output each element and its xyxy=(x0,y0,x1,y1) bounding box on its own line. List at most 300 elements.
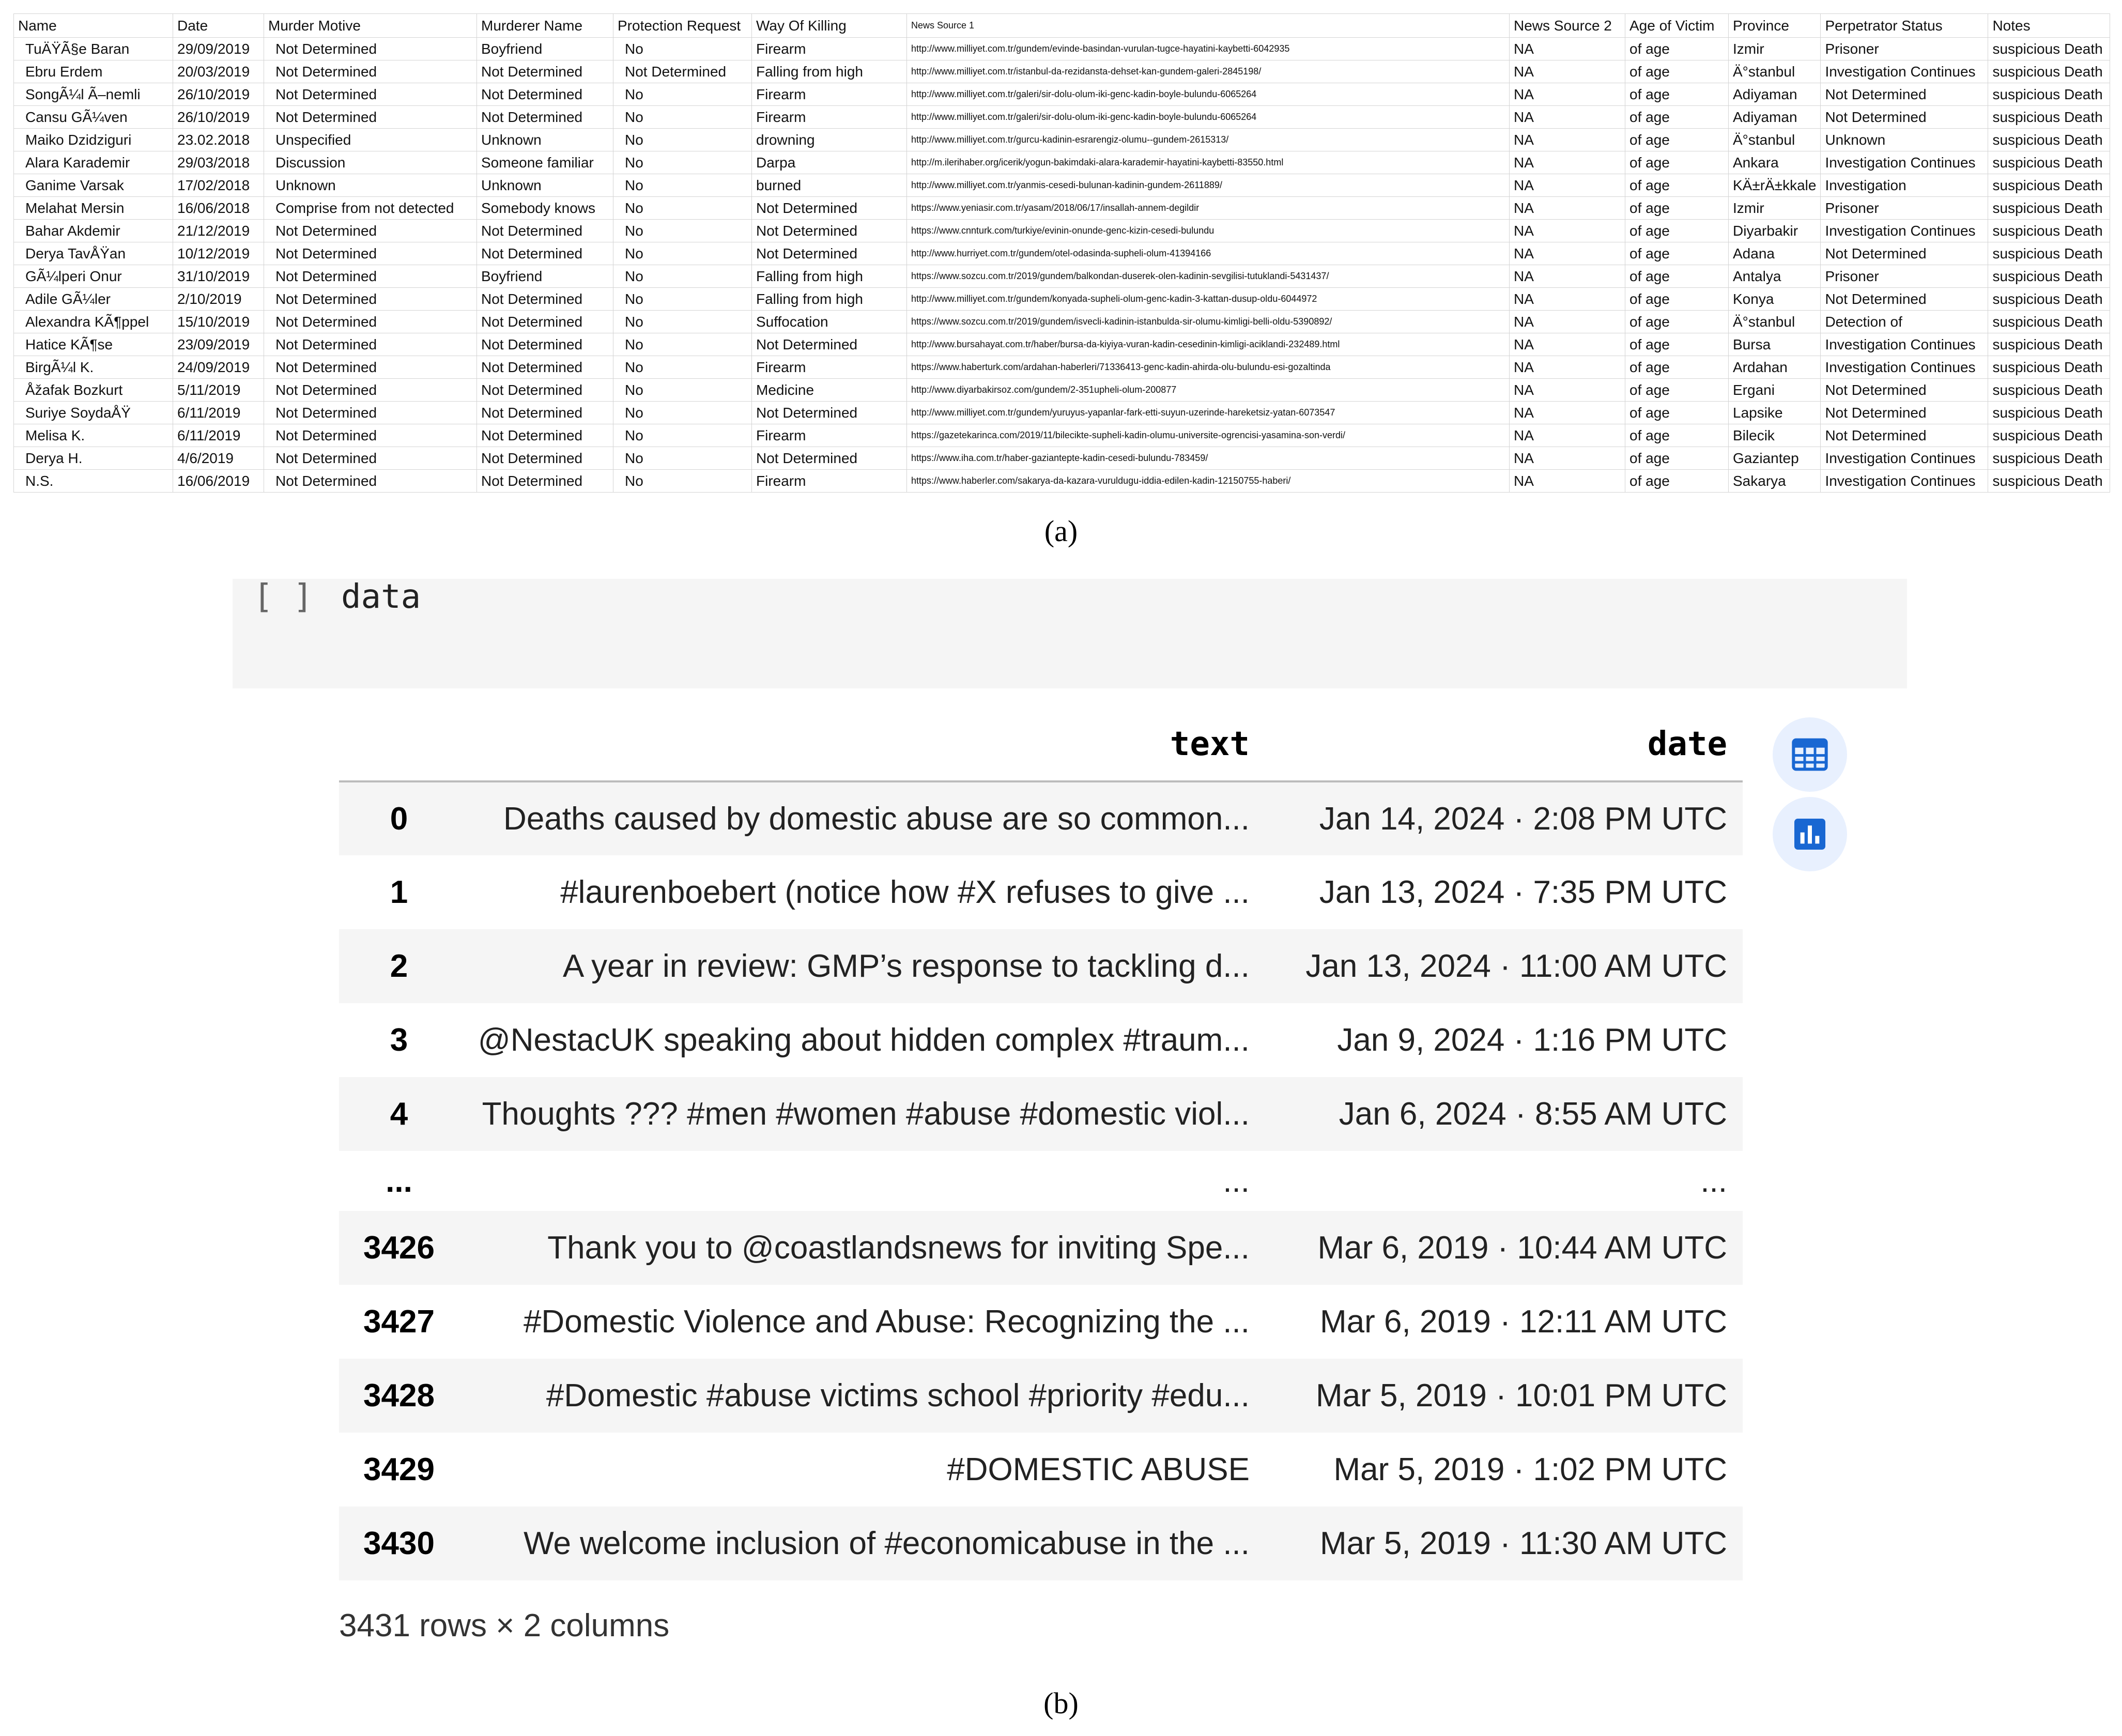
spreadsheet-cell[interactable]: Gaziantep xyxy=(1729,447,1821,470)
spreadsheet-cell[interactable]: Falling from high xyxy=(752,265,907,288)
spreadsheet-cell[interactable]: Not Determined xyxy=(477,220,613,242)
tweet-date-cell: Jan 13, 2024 · 11:00 AM UTC xyxy=(1305,948,1727,984)
murder-records-spreadsheet xyxy=(13,13,2110,493)
spreadsheet-cell[interactable]: suspicious Death xyxy=(1988,220,2110,242)
spreadsheet-cell[interactable]: Not Determined xyxy=(264,242,477,265)
spreadsheet-cell[interactable]: Unknown xyxy=(264,174,477,197)
spreadsheet-cell[interactable]: NA xyxy=(1510,265,1625,288)
spreadsheet-cell[interactable]: Not Determined xyxy=(1821,242,1988,265)
spreadsheet-cell[interactable]: Not Determined xyxy=(1821,402,1988,424)
spreadsheet-cell[interactable]: of age xyxy=(1625,447,1729,470)
spreadsheet-cell[interactable]: Ebru Erdem xyxy=(14,60,173,83)
spreadsheet-cell[interactable]: Boyfriend xyxy=(477,265,613,288)
spreadsheet-cell[interactable]: Unspecified xyxy=(264,129,477,151)
spreadsheet-cell[interactable]: No xyxy=(613,83,752,106)
spreadsheet-row xyxy=(14,288,2110,311)
spreadsheet-cell[interactable]: https://gazetekarinca.com/2019/11/bilecikte-supheli-kadin-olumu-universite-ogrencisi-yasamina-son-verdi/ xyxy=(907,424,1510,447)
spreadsheet-cell[interactable]: 20/03/2019 xyxy=(173,60,264,83)
spreadsheet-cell[interactable]: Detection of xyxy=(1821,311,1988,333)
spreadsheet-cell[interactable]: Not Determined xyxy=(752,242,907,265)
spreadsheet-row xyxy=(14,242,2110,265)
row-index: ... xyxy=(386,1163,412,1199)
notebook-code-cell[interactable] xyxy=(233,579,1907,688)
spreadsheet-cell[interactable]: No xyxy=(613,447,752,470)
spreadsheet-cell[interactable]: Comprise from not detected xyxy=(264,197,477,220)
spreadsheet-cell[interactable]: http://www.hurriyet.com.tr/gundem/otel-odasinda-supheli-olum-41394166 xyxy=(907,242,1510,265)
spreadsheet-cell[interactable]: Not Determined xyxy=(752,447,907,470)
spreadsheet-cell[interactable]: suspicious Death xyxy=(1988,151,2110,174)
spreadsheet-cell[interactable]: No xyxy=(613,356,752,379)
spreadsheet-cell[interactable]: of age xyxy=(1625,402,1729,424)
spreadsheet-cell[interactable]: Not Determined xyxy=(477,83,613,106)
spreadsheet-cell[interactable]: Cansu GÃ¼ven xyxy=(14,106,173,129)
dataframe-row xyxy=(339,929,1743,1003)
tweet-date-cell: Mar 6, 2019 · 12:11 AM UTC xyxy=(1320,1304,1727,1340)
spreadsheet-cell[interactable]: Adana xyxy=(1729,242,1821,265)
spreadsheet-cell[interactable]: NA xyxy=(1510,106,1625,129)
spreadsheet-cell[interactable]: Not Determined xyxy=(264,106,477,129)
spreadsheet-cell[interactable]: Not Determined xyxy=(264,83,477,106)
spreadsheet-cell[interactable]: 23/09/2019 xyxy=(173,333,264,356)
spreadsheet-cell[interactable]: NA xyxy=(1510,197,1625,220)
spreadsheet-cell[interactable]: Not Determined xyxy=(477,379,613,402)
spreadsheet-cell[interactable]: Not Determined xyxy=(264,424,477,447)
spreadsheet-cell[interactable]: Suriye SoydaÅŸ xyxy=(14,402,173,424)
spreadsheet-cell[interactable]: Suffocation xyxy=(752,311,907,333)
spreadsheet-cell[interactable]: 6/11/2019 xyxy=(173,424,264,447)
bar-chart-icon xyxy=(1789,813,1831,855)
spreadsheet-cell[interactable]: Ardahan xyxy=(1729,356,1821,379)
spreadsheet-column-header[interactable]: Way Of Killing xyxy=(752,14,907,38)
spreadsheet-cell[interactable]: suspicious Death xyxy=(1988,470,2110,493)
spreadsheet-cell[interactable]: Hatice KÃ¶se xyxy=(14,333,173,356)
dataframe-body xyxy=(339,781,1743,1580)
spreadsheet-cell[interactable]: No xyxy=(613,265,752,288)
spreadsheet-cell[interactable]: Adile GÃ¼ler xyxy=(14,288,173,311)
spreadsheet-cell[interactable]: NA xyxy=(1510,311,1625,333)
spreadsheet-cell[interactable]: Not Determined xyxy=(477,311,613,333)
spreadsheet-cell[interactable]: Not Determined xyxy=(264,38,477,60)
spreadsheet-cell[interactable]: NA xyxy=(1510,288,1625,311)
spreadsheet-cell[interactable]: of age xyxy=(1625,242,1729,265)
spreadsheet-cell[interactable]: BirgÃ¼l K. xyxy=(14,356,173,379)
spreadsheet-cell[interactable]: KÄ±rÄ±kkale xyxy=(1729,174,1821,197)
spreadsheet-cell[interactable]: NA xyxy=(1510,424,1625,447)
spreadsheet-cell[interactable]: suspicious Death xyxy=(1988,174,2110,197)
spreadsheet-cell[interactable]: of age xyxy=(1625,265,1729,288)
spreadsheet-cell[interactable]: NA xyxy=(1510,379,1625,402)
spreadsheet-column-header[interactable]: Murderer Name xyxy=(477,14,613,38)
spreadsheet-cell[interactable]: suspicious Death xyxy=(1988,402,2110,424)
spreadsheet-cell[interactable]: Medicine xyxy=(752,379,907,402)
spreadsheet-cell[interactable]: 5/11/2019 xyxy=(173,379,264,402)
spreadsheet-cell[interactable]: of age xyxy=(1625,83,1729,106)
spreadsheet-cell[interactable]: 15/10/2019 xyxy=(173,311,264,333)
dataframe-row xyxy=(339,1077,1743,1151)
spreadsheet-cell[interactable]: Konya xyxy=(1729,288,1821,311)
spreadsheet-cell[interactable]: Investigation xyxy=(1821,174,1988,197)
row-index: 1 xyxy=(390,874,408,910)
spreadsheet-cell[interactable]: Melahat Mersin xyxy=(14,197,173,220)
spreadsheet-column-header[interactable]: Murder Motive xyxy=(264,14,477,38)
spreadsheet-cell[interactable]: https://www.haberler.com/sakarya-da-kazara-vuruldugu-iddia-edilen-kadin-12150755-haberi/ xyxy=(907,470,1510,493)
spreadsheet-cell[interactable]: 10/12/2019 xyxy=(173,242,264,265)
spreadsheet-row xyxy=(14,470,2110,493)
spreadsheet-cell[interactable]: of age xyxy=(1625,197,1729,220)
spreadsheet-cell[interactable]: Not Determined xyxy=(1821,288,1988,311)
spreadsheet-cell[interactable]: suspicious Death xyxy=(1988,38,2110,60)
spreadsheet-cell[interactable]: Izmir xyxy=(1729,38,1821,60)
spreadsheet-cell[interactable]: Not Determined xyxy=(752,402,907,424)
spreadsheet-cell[interactable]: Boyfriend xyxy=(477,38,613,60)
spreadsheet-row xyxy=(14,129,2110,151)
spreadsheet-cell[interactable]: Ankara xyxy=(1729,151,1821,174)
spreadsheet-row xyxy=(14,151,2110,174)
spreadsheet-cell[interactable]: Adiyaman xyxy=(1729,106,1821,129)
spreadsheet-cell[interactable]: No xyxy=(613,402,752,424)
row-index: 3429 xyxy=(363,1452,435,1487)
panel-a-caption: (a) xyxy=(1044,514,1078,548)
spreadsheet-cell[interactable]: https://www.sozcu.com.tr/2019/gundem/isvecli-kadinin-istanbulda-sir-olumu-kimligi-belli-oldu-5390892/ xyxy=(907,311,1510,333)
spreadsheet-cell[interactable]: http://www.milliyet.com.tr/gurcu-kadinin-esrarengiz-olumu--gundem-2615313/ xyxy=(907,129,1510,151)
spreadsheet-cell[interactable]: of age xyxy=(1625,220,1729,242)
spreadsheet-cell[interactable]: Derya H. xyxy=(14,447,173,470)
spreadsheet-cell[interactable]: Not Determined xyxy=(477,288,613,311)
spreadsheet-column-header[interactable]: Date xyxy=(173,14,264,38)
spreadsheet-cell[interactable]: Not Determined xyxy=(477,402,613,424)
spreadsheet-cell[interactable]: Not Determined xyxy=(477,242,613,265)
spreadsheet-cell[interactable]: TuÄŸÃ§e Baran xyxy=(14,38,173,60)
spreadsheet-cell[interactable]: Not Determined xyxy=(264,447,477,470)
spreadsheet-cell[interactable]: Ä°stanbul xyxy=(1729,129,1821,151)
spreadsheet-cell[interactable]: of age xyxy=(1625,470,1729,493)
spreadsheet-cell[interactable]: Falling from high xyxy=(752,288,907,311)
spreadsheet-cell[interactable]: 31/10/2019 xyxy=(173,265,264,288)
suggest-charts-button[interactable] xyxy=(1773,797,1847,871)
spreadsheet-cell[interactable]: Not Determined xyxy=(477,333,613,356)
convert-to-interactive-table-button[interactable] xyxy=(1773,717,1847,792)
spreadsheet-cell[interactable]: Investigation Continues xyxy=(1821,470,1988,493)
run-cell-indicator[interactable]: [ ] xyxy=(253,578,313,616)
spreadsheet-cell[interactable]: No xyxy=(613,311,752,333)
tweet-text-cell: #laurenboebert (notice how #X refuses to give ... xyxy=(560,874,1250,910)
spreadsheet-cell[interactable]: Not Determined xyxy=(477,106,613,129)
spreadsheet-cell[interactable]: suspicious Death xyxy=(1988,242,2110,265)
spreadsheet-cell[interactable]: No xyxy=(613,174,752,197)
spreadsheet-cell[interactable]: of age xyxy=(1625,106,1729,129)
spreadsheet-row xyxy=(14,60,2110,83)
spreadsheet-cell[interactable]: 29/03/2018 xyxy=(173,151,264,174)
spreadsheet-cell[interactable]: Not Determined xyxy=(264,379,477,402)
spreadsheet-column-header[interactable]: Province xyxy=(1729,14,1821,38)
spreadsheet-cell[interactable]: of age xyxy=(1625,38,1729,60)
spreadsheet-cell[interactable]: Investigation Continues xyxy=(1821,220,1988,242)
spreadsheet-cell[interactable]: http://www.milliyet.com.tr/galeri/sir-dolu-olum-iki-genc-kadin-boyle-bulundu-6065264 xyxy=(907,106,1510,129)
spreadsheet-cell[interactable]: Investigation Continues xyxy=(1821,333,1988,356)
spreadsheet-cell[interactable]: No xyxy=(613,197,752,220)
spreadsheet-cell[interactable]: Ä°stanbul xyxy=(1729,311,1821,333)
spreadsheet-cell[interactable]: suspicious Death xyxy=(1988,265,2110,288)
spreadsheet-cell[interactable]: Investigation Continues xyxy=(1821,447,1988,470)
spreadsheet-cell[interactable]: 29/09/2019 xyxy=(173,38,264,60)
spreadsheet-cell[interactable]: of age xyxy=(1625,288,1729,311)
spreadsheet-cell[interactable]: Åžafak Bozkurt xyxy=(14,379,173,402)
spreadsheet-cell[interactable]: of age xyxy=(1625,333,1729,356)
spreadsheet-cell[interactable]: NA xyxy=(1510,151,1625,174)
spreadsheet-cell[interactable]: Not Determined xyxy=(1821,379,1988,402)
dataframe-row xyxy=(339,1285,1743,1359)
spreadsheet-row xyxy=(14,38,2110,60)
spreadsheet-cell[interactable]: Alara Karademir xyxy=(14,151,173,174)
spreadsheet-cell[interactable]: Bahar Akdemir xyxy=(14,220,173,242)
spreadsheet-cell[interactable]: SongÃ¼l Ã–nemli xyxy=(14,83,173,106)
spreadsheet-column-header[interactable]: Perpetrator Status xyxy=(1821,14,1988,38)
spreadsheet-cell[interactable]: http://www.bursahayat.com.tr/haber/bursa-da-kiyiya-vuran-kadin-cesedinin-kimligi-aciklandi-232489.html xyxy=(907,333,1510,356)
spreadsheet-cell[interactable]: of age xyxy=(1625,424,1729,447)
spreadsheet-cell[interactable]: Antalya xyxy=(1729,265,1821,288)
spreadsheet-cell[interactable]: Bilecik xyxy=(1729,424,1821,447)
spreadsheet-cell[interactable]: Not Determined xyxy=(613,60,752,83)
spreadsheet-cell[interactable]: NA xyxy=(1510,333,1625,356)
dataframe-header-row xyxy=(339,708,1743,781)
spreadsheet-cell[interactable]: 23.02.2018 xyxy=(173,129,264,151)
spreadsheet-cell[interactable]: Firearm xyxy=(752,356,907,379)
spreadsheet-cell[interactable]: Firearm xyxy=(752,424,907,447)
spreadsheet-cell[interactable]: NA xyxy=(1510,470,1625,493)
tweet-text-cell: A year in review: GMP’s response to tackling d... xyxy=(562,948,1250,984)
spreadsheet-cell[interactable]: 16/06/2018 xyxy=(173,197,264,220)
spreadsheet-column-header[interactable]: Name xyxy=(14,14,173,38)
tweet-date-cell: Mar 5, 2019 · 1:02 PM UTC xyxy=(1333,1452,1727,1487)
spreadsheet-cell[interactable]: Not Determined xyxy=(264,470,477,493)
spreadsheet-cell[interactable]: No xyxy=(613,379,752,402)
row-index: 3427 xyxy=(363,1304,435,1340)
spreadsheet-cell[interactable]: Not Determined xyxy=(264,60,477,83)
row-index: 3 xyxy=(390,1022,408,1058)
spreadsheet-cell[interactable]: suspicious Death xyxy=(1988,288,2110,311)
spreadsheet-cell[interactable]: Firearm xyxy=(752,470,907,493)
spreadsheet-cell[interactable]: https://www.cnnturk.com/turkiye/evinin-onunde-genc-kizin-cesedi-bulundu xyxy=(907,220,1510,242)
spreadsheet-cell[interactable]: No xyxy=(613,129,752,151)
spreadsheet-column-header[interactable]: News Source 1 xyxy=(907,14,1510,38)
spreadsheet-cell[interactable]: Not Determined xyxy=(1821,424,1988,447)
spreadsheet-cell[interactable]: Investigation Continues xyxy=(1821,151,1988,174)
spreadsheet-cell[interactable]: of age xyxy=(1625,151,1729,174)
spreadsheet-column-header[interactable]: News Source 2 xyxy=(1510,14,1625,38)
row-index: 2 xyxy=(390,948,408,984)
spreadsheet-cell[interactable]: Unknown xyxy=(477,174,613,197)
spreadsheet-cell[interactable]: Not Determined xyxy=(264,220,477,242)
spreadsheet-cell[interactable]: Ä°stanbul xyxy=(1729,60,1821,83)
spreadsheet-cell[interactable]: Diyarbakir xyxy=(1729,220,1821,242)
spreadsheet-row xyxy=(14,83,2110,106)
spreadsheet-cell[interactable]: suspicious Death xyxy=(1988,447,2110,470)
spreadsheet-cell[interactable]: Not Determined xyxy=(477,356,613,379)
spreadsheet-cell[interactable]: Not Determined xyxy=(477,424,613,447)
spreadsheet-cell[interactable]: drowning xyxy=(752,129,907,151)
spreadsheet-cell[interactable]: N.S. xyxy=(14,470,173,493)
spreadsheet-cell[interactable]: http://www.milliyet.com.tr/gundem/konyada-supheli-olum-genc-kadin-3-kattan-dusup-oldu-6044972 xyxy=(907,288,1510,311)
spreadsheet-cell[interactable]: Not Determined xyxy=(264,356,477,379)
spreadsheet-cell[interactable]: Someone familiar xyxy=(477,151,613,174)
spreadsheet-cell[interactable]: NA xyxy=(1510,402,1625,424)
tweet-date-cell: Jan 13, 2024 · 7:35 PM UTC xyxy=(1319,874,1727,910)
spreadsheet-cell[interactable]: Unknown xyxy=(477,129,613,151)
spreadsheet-cell[interactable]: Discussion xyxy=(264,151,477,174)
spreadsheet-cell[interactable]: No xyxy=(613,424,752,447)
spreadsheet-cell[interactable]: No xyxy=(613,333,752,356)
spreadsheet-cell[interactable]: https://www.sozcu.com.tr/2019/gundem/balkondan-duserek-olen-kadinin-sevgilisi-tutuklandi-5431437/ xyxy=(907,265,1510,288)
spreadsheet-cell[interactable]: Darpa xyxy=(752,151,907,174)
spreadsheet-cell[interactable]: Bursa xyxy=(1729,333,1821,356)
spreadsheet-cell[interactable]: Falling from high xyxy=(752,60,907,83)
spreadsheet-cell[interactable]: Melisa K. xyxy=(14,424,173,447)
spreadsheet-cell[interactable]: Prisoner xyxy=(1821,38,1988,60)
spreadsheet-cell[interactable]: No xyxy=(613,288,752,311)
spreadsheet-cell[interactable]: Sakarya xyxy=(1729,470,1821,493)
spreadsheet-cell[interactable]: 26/10/2019 xyxy=(173,83,264,106)
spreadsheet-cell[interactable]: Izmir xyxy=(1729,197,1821,220)
table-icon xyxy=(1789,734,1831,775)
spreadsheet-cell[interactable]: No xyxy=(613,220,752,242)
spreadsheet-cell[interactable]: Adiyaman xyxy=(1729,83,1821,106)
spreadsheet-cell[interactable]: Derya TavÅŸan xyxy=(14,242,173,265)
spreadsheet-cell[interactable]: Not Determined xyxy=(752,197,907,220)
spreadsheet-cell[interactable]: Firearm xyxy=(752,38,907,60)
spreadsheet-cell[interactable]: Prisoner xyxy=(1821,265,1988,288)
spreadsheet-cell[interactable]: suspicious Death xyxy=(1988,424,2110,447)
spreadsheet-cell[interactable]: Not Determined xyxy=(477,447,613,470)
spreadsheet-cell[interactable]: Ergani xyxy=(1729,379,1821,402)
spreadsheet-cell[interactable]: NA xyxy=(1510,356,1625,379)
spreadsheet-cell[interactable]: burned xyxy=(752,174,907,197)
dataframe-row xyxy=(339,1507,1743,1580)
row-index: 3428 xyxy=(363,1378,435,1414)
spreadsheet-cell[interactable]: No xyxy=(613,470,752,493)
spreadsheet-cell[interactable]: http://www.milliyet.com.tr/yanmis-cesedi-bulunan-kadinin-gundem-2611889/ xyxy=(907,174,1510,197)
spreadsheet-cell[interactable]: NA xyxy=(1510,83,1625,106)
spreadsheet-column-header[interactable]: Notes xyxy=(1988,14,2110,38)
spreadsheet-row xyxy=(14,265,2110,288)
spreadsheet-cell[interactable]: Not Determined xyxy=(477,60,613,83)
spreadsheet-cell[interactable]: of age xyxy=(1625,356,1729,379)
tweet-text-cell: #Domestic Violence and Abuse: Recognizing the ... xyxy=(523,1304,1250,1340)
spreadsheet-cell[interactable]: No xyxy=(613,242,752,265)
spreadsheet-cell[interactable]: 24/09/2019 xyxy=(173,356,264,379)
spreadsheet-cell[interactable]: suspicious Death xyxy=(1988,356,2110,379)
spreadsheet-cell[interactable]: Not Determined xyxy=(477,470,613,493)
tweet-date-cell: Jan 6, 2024 · 8:55 AM UTC xyxy=(1339,1096,1727,1132)
spreadsheet-cell[interactable]: No xyxy=(613,38,752,60)
spreadsheet-cell[interactable]: Not Determined xyxy=(264,333,477,356)
spreadsheet-cell[interactable]: Not Determined xyxy=(1821,106,1988,129)
spreadsheet-cell[interactable]: suspicious Death xyxy=(1988,83,2110,106)
spreadsheet-cell[interactable]: 4/6/2019 xyxy=(173,447,264,470)
spreadsheet-cell[interactable]: Not Determined xyxy=(264,265,477,288)
spreadsheet-cell[interactable]: 17/02/2018 xyxy=(173,174,264,197)
spreadsheet-cell[interactable]: No xyxy=(613,106,752,129)
spreadsheet-row xyxy=(14,447,2110,470)
spreadsheet-cell[interactable]: NA xyxy=(1510,220,1625,242)
spreadsheet-cell[interactable]: Not Determined xyxy=(1821,83,1988,106)
spreadsheet-cell[interactable]: suspicious Death xyxy=(1988,311,2110,333)
spreadsheet-cell[interactable]: of age xyxy=(1625,60,1729,83)
spreadsheet-cell[interactable]: 26/10/2019 xyxy=(173,106,264,129)
dataframe-row xyxy=(339,1211,1743,1285)
spreadsheet-cell[interactable]: http://m.ilerihaber.org/icerik/yogun-bakimdaki-alara-karademir-hayatini-kaybetti-83550.html xyxy=(907,151,1510,174)
spreadsheet-cell[interactable]: Not Determined xyxy=(752,333,907,356)
spreadsheet-cell[interactable]: http://www.milliyet.com.tr/gundem/evinde-basindan-vurulan-tugce-hayatini-kaybetti-6042935 xyxy=(907,38,1510,60)
spreadsheet-cell[interactable]: of age xyxy=(1625,129,1729,151)
spreadsheet-cell[interactable]: Unknown xyxy=(1821,129,1988,151)
spreadsheet-cell[interactable]: NA xyxy=(1510,38,1625,60)
spreadsheet-cell[interactable]: NA xyxy=(1510,60,1625,83)
spreadsheet-cell[interactable]: of age xyxy=(1625,379,1729,402)
spreadsheet-cell[interactable]: Not Determined xyxy=(264,402,477,424)
spreadsheet-cell[interactable]: 16/06/2019 xyxy=(173,470,264,493)
spreadsheet-cell[interactable]: Alexandra KÃ¶ppel xyxy=(14,311,173,333)
spreadsheet-cell[interactable]: NA xyxy=(1510,174,1625,197)
tweet-text-cell: #DOMESTIC ABUSE xyxy=(947,1452,1250,1487)
spreadsheet-cell[interactable]: https://www.haberturk.com/ardahan-haberleri/71336413-genc-kadin-ahirda-olu-bulundu-esi-gozaltinda xyxy=(907,356,1510,379)
spreadsheet-cell[interactable]: suspicious Death xyxy=(1988,129,2110,151)
spreadsheet-cell[interactable]: https://www.iha.com.tr/haber-gaziantepte-kadin-cesedi-bulundu-783459/ xyxy=(907,447,1510,470)
spreadsheet-cell[interactable]: http://www.milliyet.com.tr/galeri/sir-dolu-olum-iki-genc-kadin-boyle-bulundu-6065264 xyxy=(907,83,1510,106)
spreadsheet-cell[interactable]: Prisoner xyxy=(1821,197,1988,220)
spreadsheet-cell[interactable]: http://www.milliyet.com.tr/gundem/yuruyus-yapanlar-fark-etti-suyun-uzerinde-hareketsiz-yatan-6073547 xyxy=(907,402,1510,424)
spreadsheet-cell[interactable]: http://www.diyarbakirsoz.com/gundem/2-351upheli-olum-200877 xyxy=(907,379,1510,402)
spreadsheet-cell[interactable]: No xyxy=(613,151,752,174)
spreadsheet-cell[interactable]: NA xyxy=(1510,447,1625,470)
tweet-date-cell: Jan 14, 2024 · 2:08 PM UTC xyxy=(1319,801,1727,837)
spreadsheet-cell[interactable]: 6/11/2019 xyxy=(173,402,264,424)
spreadsheet-cell[interactable]: GÃ¼lperi Onur xyxy=(14,265,173,288)
spreadsheet-column-header[interactable]: Age of Victim xyxy=(1625,14,1729,38)
spreadsheet-cell[interactable]: suspicious Death xyxy=(1988,333,2110,356)
spreadsheet-row xyxy=(14,197,2110,220)
spreadsheet-cell[interactable]: of age xyxy=(1625,311,1729,333)
spreadsheet-cell[interactable]: 21/12/2019 xyxy=(173,220,264,242)
spreadsheet-cell[interactable]: Not Determined xyxy=(752,220,907,242)
spreadsheet-cell[interactable]: suspicious Death xyxy=(1988,106,2110,129)
spreadsheet-cell[interactable]: suspicious Death xyxy=(1988,379,2110,402)
spreadsheet-cell[interactable]: https://www.yeniasir.com.tr/yasam/2018/06/17/insallah-annem-degildir xyxy=(907,197,1510,220)
spreadsheet-cell[interactable]: Not Determined xyxy=(264,311,477,333)
spreadsheet-cell[interactable]: Firearm xyxy=(752,83,907,106)
spreadsheet-cell[interactable]: Investigation Continues xyxy=(1821,60,1988,83)
cell-code-text[interactable]: data xyxy=(341,578,421,616)
spreadsheet-cell[interactable]: Ganime Varsak xyxy=(14,174,173,197)
spreadsheet-cell[interactable]: Lapsike xyxy=(1729,402,1821,424)
spreadsheet-cell[interactable]: Somebody knows xyxy=(477,197,613,220)
spreadsheet-cell[interactable]: 2/10/2019 xyxy=(173,288,264,311)
spreadsheet-cell[interactable]: suspicious Death xyxy=(1988,197,2110,220)
spreadsheet-cell[interactable]: NA xyxy=(1510,242,1625,265)
spreadsheet-cell[interactable]: http://www.milliyet.com.tr/istanbul-da-rezidansta-dehset-kan-gundem-galeri-2845198/ xyxy=(907,60,1510,83)
spreadsheet-cell[interactable]: Investigation Continues xyxy=(1821,356,1988,379)
spreadsheet-cell[interactable]: Firearm xyxy=(752,106,907,129)
spreadsheet-cell[interactable]: Maiko Dzidziguri xyxy=(14,129,173,151)
spreadsheet-row xyxy=(14,333,2110,356)
row-index: 3426 xyxy=(363,1230,435,1266)
tweet-text-cell: ... xyxy=(1223,1163,1250,1199)
spreadsheet-cell[interactable]: suspicious Death xyxy=(1988,60,2110,83)
spreadsheet-cell[interactable]: Not Determined xyxy=(264,288,477,311)
spreadsheet-column-header[interactable]: Protection Request xyxy=(613,14,752,38)
spreadsheet-cell[interactable]: NA xyxy=(1510,129,1625,151)
spreadsheet-cell[interactable]: of age xyxy=(1625,174,1729,197)
spreadsheet-row xyxy=(14,106,2110,129)
